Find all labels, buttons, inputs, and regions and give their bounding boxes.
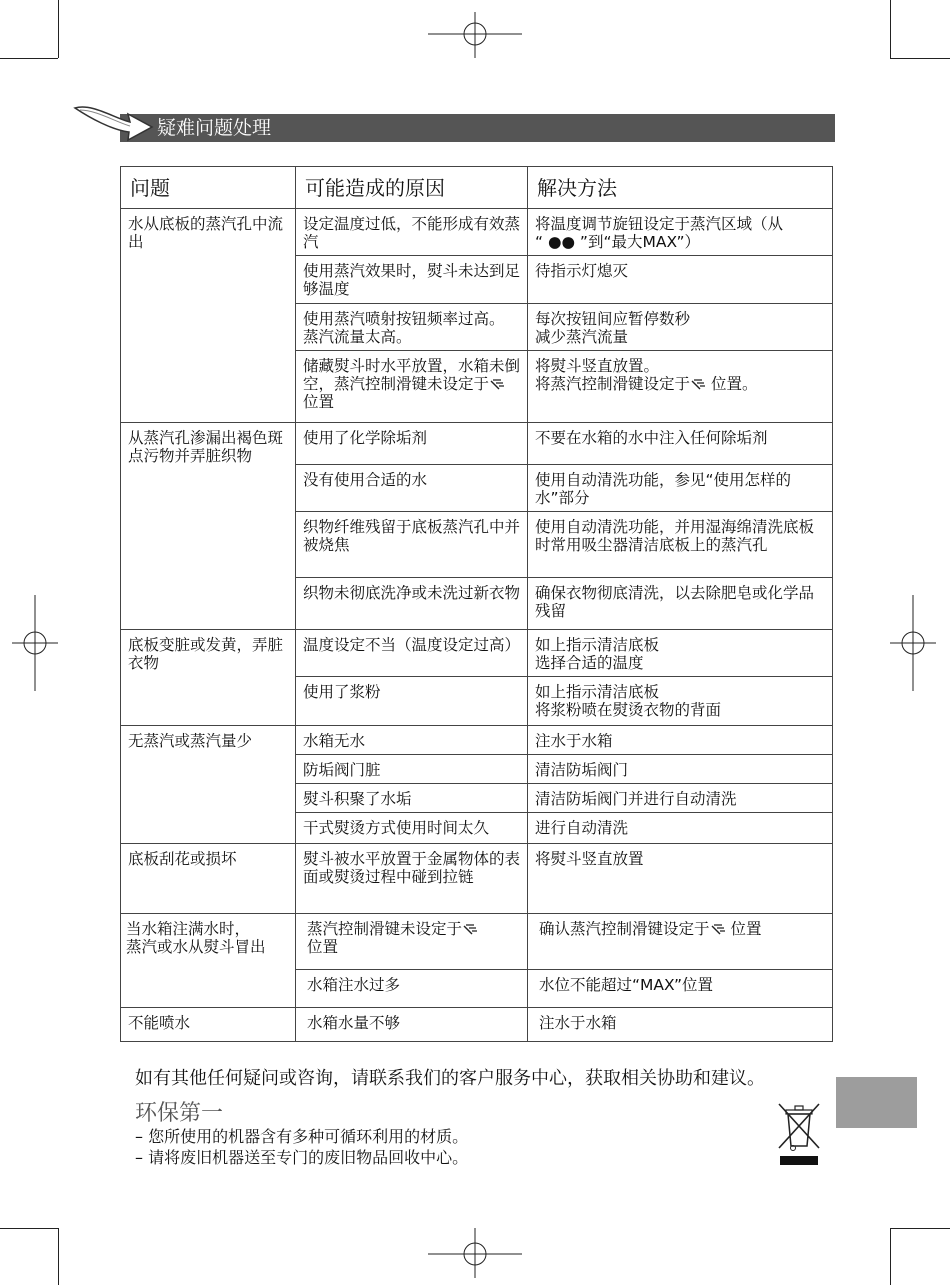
crossed-bin-icon	[776, 1100, 822, 1166]
problem-cell: 无蒸汽或蒸汽量少	[121, 726, 296, 844]
solution-line: 将浆粉喷在熨烫衣物的背面	[535, 701, 722, 719]
cause-cell: 使用了浆粉	[296, 677, 528, 726]
problem-cell: 从蒸汽孔渗漏出褐色斑点污物并弄脏织物	[121, 423, 296, 630]
cause-cell: 设定温度过低，不能形成有效蒸汽	[296, 209, 528, 256]
cause-cell: 没有使用合适的水	[296, 465, 528, 512]
crop-mark	[890, 1228, 950, 1229]
steam-slider-icon	[690, 378, 706, 390]
cause-cell: 织物未彻底洗净或未洗过新衣物	[296, 578, 528, 630]
crop-mark	[58, 0, 59, 58]
solution-text: 位置	[730, 920, 762, 938]
cause-cell: 织物纤维残留于底板蒸汽孔中并被烧焦	[296, 512, 528, 578]
solution-line: 每次按钮间应暂停数秒	[535, 310, 691, 328]
solution-cell	[528, 351, 833, 423]
problem-line: 蒸汽或水从熨斗冒出	[126, 938, 266, 956]
cause-text: 储藏熨斗时水平放置，水箱未倒空，蒸汽控制滑键未设定于	[303, 357, 521, 393]
cause-cell: 水箱注水过多	[296, 970, 528, 1008]
solution-line: 将熨斗竖直放置。	[535, 357, 660, 375]
solution-cell	[528, 677, 833, 726]
solution-text: 将蒸汽控制滑键设定于	[535, 375, 691, 393]
column-header: 问题	[121, 167, 296, 209]
cause-cell: 温度设定不当（温度设定过高）	[296, 630, 528, 677]
solution-cell: 待指示灯熄灭	[528, 256, 833, 304]
solution-cell: 不要在水箱的水中注入任何除垢剂	[528, 423, 833, 465]
steam-slider-icon	[462, 923, 478, 935]
troubleshooting-table	[120, 166, 833, 1042]
crop-mark	[58, 1228, 59, 1285]
cause-cell: 水箱水量不够	[296, 1008, 528, 1042]
cause-text: 位置	[303, 393, 335, 411]
table-header-row	[121, 167, 833, 209]
eco-line: – 您所使用的机器含有多种可循环利用的材质。	[135, 1127, 469, 1146]
table-row	[121, 423, 833, 465]
cause-cell: 防垢阀门脏	[296, 755, 528, 784]
section-title: 疑难问题处理	[157, 117, 272, 139]
cause-text: 位置	[307, 938, 339, 956]
cause-cell	[296, 351, 528, 423]
solution-line: 如上指示清洁底板	[535, 683, 660, 701]
registration-mark-icon	[890, 595, 936, 691]
solution-cell	[528, 914, 833, 970]
solution-cell	[528, 630, 833, 677]
crop-mark	[890, 1228, 891, 1285]
cause-cell: 使用蒸汽效果时，熨斗未达到足够温度	[296, 256, 528, 304]
arrow-icon	[72, 100, 154, 144]
solution-cell	[528, 209, 833, 256]
table-row	[121, 726, 833, 755]
solution-cell: 进行自动清洗	[528, 813, 833, 844]
eco-line: – 请将废旧机器送至专门的废旧物品回收中心。	[135, 1148, 469, 1167]
steam-slider-icon	[710, 923, 726, 935]
crop-mark	[0, 58, 58, 59]
solution-line: 选择合适的温度	[535, 654, 644, 672]
column-header: 可能造成的原因	[296, 167, 528, 209]
cause-text: 蒸汽控制滑键未设定于	[307, 920, 463, 938]
crop-mark	[0, 1228, 58, 1229]
solution-cell: 将熨斗竖直放置	[528, 844, 833, 914]
solution-cell: 注水于水箱	[528, 1008, 833, 1042]
solution-line: 减少蒸汽流量	[535, 328, 629, 346]
cause-cell: 干式熨烫方式使用时间太久	[296, 813, 528, 844]
solution-line	[535, 375, 825, 393]
solution-text: 确认蒸汽控制滑键设定于	[539, 920, 710, 938]
table-row	[121, 630, 833, 677]
problem-cell: 水从底板的蒸汽孔中流出	[121, 209, 296, 423]
table-row	[121, 914, 833, 970]
crop-mark	[890, 0, 891, 58]
problem-cell	[121, 914, 296, 1008]
problem-cell: 底板刮花或损坏	[121, 844, 296, 914]
solution-cell: 水位不能超过“MAX”位置	[528, 970, 833, 1008]
cause-cell	[296, 304, 528, 351]
solution-text: 位置。	[710, 375, 758, 393]
solution-cell: 注水于水箱	[528, 726, 833, 755]
column-header: 解决方法	[528, 167, 833, 209]
registration-mark-icon	[428, 1228, 522, 1278]
cause-cell: 熨斗被水平放置于金属物体的表面或熨烫过程中碰到拉链	[296, 844, 528, 914]
cause-line: 蒸汽流量太高。	[303, 328, 412, 346]
customer-service-note: 如有其他任何疑问或咨询，请联系我们的客户服务中心，获取相关协助和建议。	[135, 1068, 765, 1089]
solution-cell: 确保衣物彻底清洗，以去除肥皂或化学品残留	[528, 578, 833, 630]
solution-line: “ ●● ”到“最大MAX”）	[535, 233, 700, 251]
table-row	[121, 209, 833, 256]
registration-mark-icon	[12, 595, 58, 691]
cause-cell: 使用了化学除垢剂	[296, 423, 528, 465]
problem-cell: 不能喷水	[121, 1008, 296, 1042]
solution-cell: 清洁防垢阀门并进行自动清洗	[528, 784, 833, 813]
side-tab	[836, 1077, 917, 1128]
solution-cell: 清洁防垢阀门	[528, 755, 833, 784]
solution-line: 将温度调节旋钮设定于蒸汽区域（从	[535, 215, 784, 233]
crop-mark	[890, 58, 950, 59]
solution-cell	[528, 304, 833, 351]
registration-mark-icon	[428, 12, 522, 58]
solution-line: 使用自动清洗功能，并用湿海绵清洗底板	[535, 518, 815, 536]
cause-cell	[296, 914, 528, 970]
problem-line: 当水箱注满水时，	[126, 920, 251, 938]
solution-cell	[528, 512, 833, 578]
solution-cell: 使用自动清洗功能，参见“使用怎样的水”部分	[528, 465, 833, 512]
cause-cell: 熨斗积聚了水垢	[296, 784, 528, 813]
steam-slider-icon	[489, 378, 505, 390]
table-row	[121, 844, 833, 914]
cause-cell: 水箱无水	[296, 726, 528, 755]
problem-cell: 底板变脏或发黄，弄脏衣物	[121, 630, 296, 726]
solution-line: 如上指示清洁底板	[535, 636, 660, 654]
cause-line: 使用蒸汽喷射按钮频率过高。	[303, 310, 505, 328]
eco-title: 环保第一	[135, 1101, 224, 1126]
solution-line: 时常用吸尘器清洁底板上的蒸汽孔	[535, 536, 768, 554]
table-row	[121, 1008, 833, 1042]
